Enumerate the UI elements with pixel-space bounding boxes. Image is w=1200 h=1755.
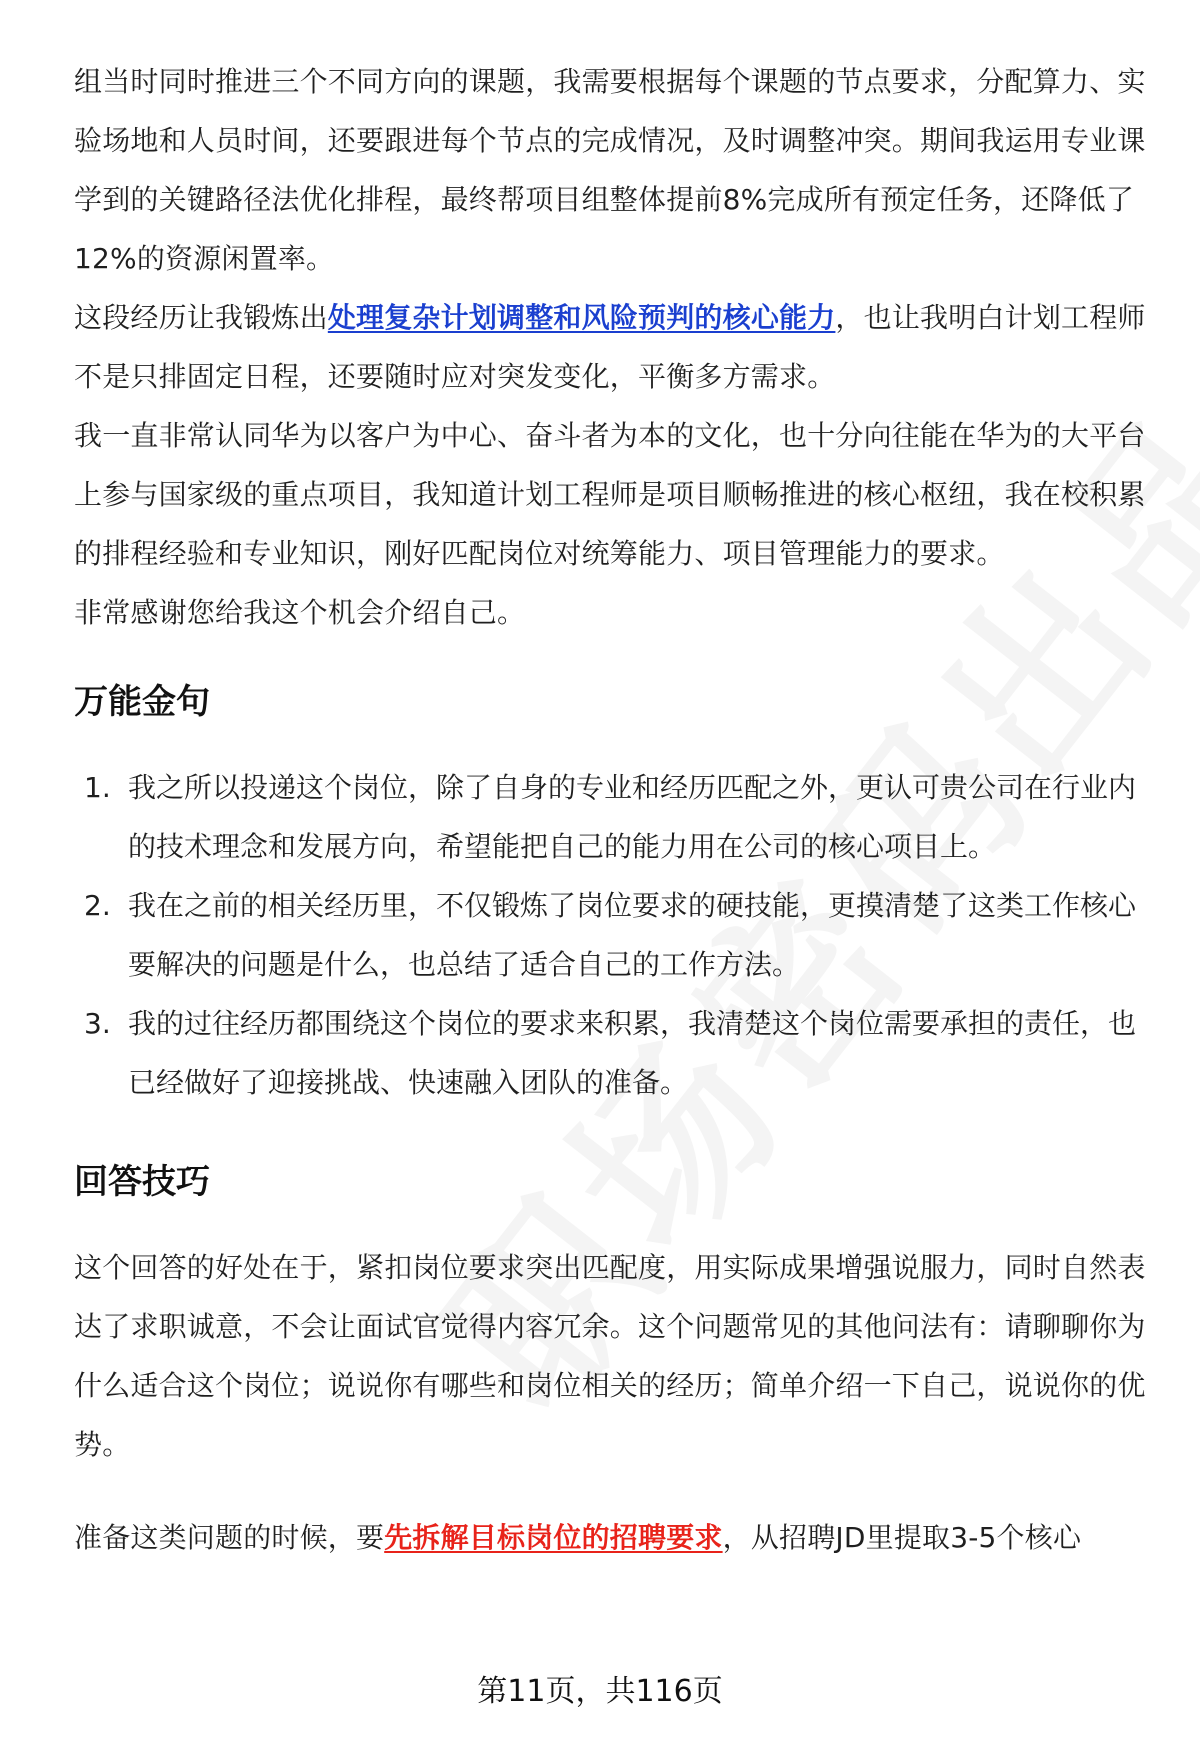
- intro-paragraph-2-before: 这段经历让我锻炼出: [74, 301, 328, 334]
- tips-paragraph-2: [74, 1508, 1154, 1567]
- tips-paragraph-2-before: 准备这类问题的时候，要: [74, 1521, 385, 1554]
- section-heading-golden-sentences: 万能金句: [74, 682, 210, 722]
- list-item: [74, 876, 1154, 994]
- list-item-text: 我之所以投递这个岗位，除了自身的专业和经历匹配之外，更认可贵公司在行业内的技术理念和发展方向，希望能把自己的能力用在公司的核心项目上。: [128, 771, 1137, 863]
- highlight-job-requirements: 先拆解目标岗位的招聘要求: [384, 1521, 723, 1554]
- intro-paragraph-4: 非常感谢您给我这个机会介绍自己。: [74, 596, 526, 629]
- list-item-number: 3.: [84, 1007, 111, 1040]
- list-item-text: 我的过往经历都围绕这个岗位的要求来积累，我清楚这个岗位需要承担的责任，也已经做好了迎接挑战、快速融入团队的准备。: [128, 1007, 1137, 1099]
- intro-paragraph-2: [74, 288, 1154, 406]
- document-page: [74, 52, 1154, 1567]
- tips-paragraph-2-after: ，从招聘JD里提取3-5个核心: [722, 1521, 1082, 1554]
- intro-paragraph-2-after: ，也让我明白计划工程师不是只排固定日程，还要随时应对突发变化，平衡多方需求。: [74, 301, 1146, 393]
- intro-paragraph-3: 我一直非常认同华为以客户为中心、奋斗者为本的文化，也十分向往能在华为的大平台上参与国家级的重点项目，我知道计划工程师是项目顺畅推进的核心枢纽，我在校积累的排程经验和专业知识，刚好匹配岗位对统筹能力、项目管理能力的要求。: [74, 419, 1146, 570]
- list-item-text: 我在之前的相关经历里，不仅锻炼了岗位要求的硬技能，更摸清楚了这类工作核心要解决的问题是什么，也总结了适合自己的工作方法。: [128, 889, 1137, 981]
- page-number-footer: 第11页，共116页: [477, 1674, 723, 1709]
- golden-sentences-list: [74, 758, 1154, 1112]
- list-item-number: 1.: [84, 771, 111, 804]
- section-heading-answer-tips: 回答技巧: [74, 1162, 210, 1202]
- tips-paragraph-1: 这个回答的好处在于，紧扣岗位要求突出匹配度，用实际成果增强说服力，同时自然表达了求职诚意，不会让面试官觉得内容冗余。这个问题常见的其他问法有：请聊聊你为什么适合这个岗位；说说你有哪些和岗位相关的经历；简单介绍一下自己，说说你的优势。: [74, 1251, 1146, 1461]
- list-item: [74, 758, 1154, 876]
- intro-paragraph-1: 组当时同时推进三个不同方向的课题，我需要根据每个课题的节点要求，分配算力、实验场地和人员时间，还要跟进每个节点的完成情况，及时调整冲突。期间我运用专业课学到的关键路径法优化排程，最终帮项目组整体提前8%完成所有预定任务，还降低了12%的资源闲置率。: [74, 65, 1146, 275]
- highlight-core-ability: 处理复杂计划调整和风险预判的核心能力: [327, 301, 836, 334]
- list-item: [74, 994, 1154, 1112]
- list-item-number: 2.: [84, 889, 111, 922]
